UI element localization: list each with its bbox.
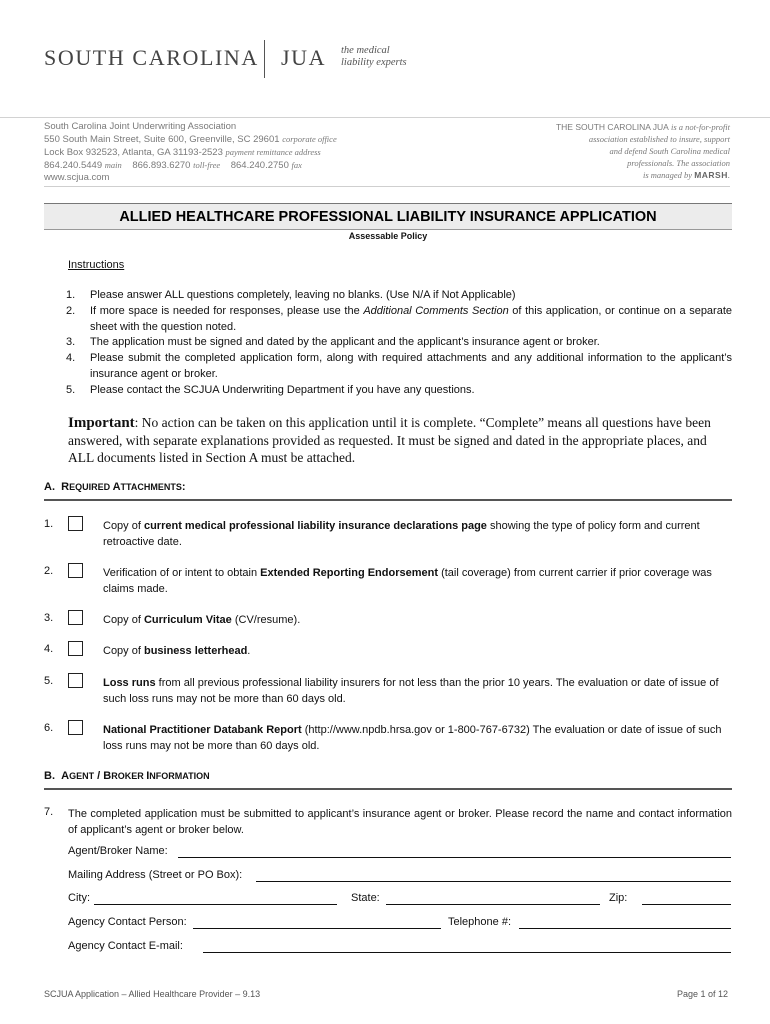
- question-text: The completed application must be submitted to applicant’s insurance agent or broker. Please record the name and contact information of applicant’s agent or broker below.: [68, 808, 732, 836]
- instructions-heading: Instructions: [68, 259, 125, 271]
- instructions-list: [66, 288, 732, 399]
- footer-doc-id: SCJUA Application – Allied Healthcare Provider – 9.13: [44, 989, 261, 999]
- list-item: 3. The application must be signed and dated by the applicant and the applicant’s insurance agent or broker.: [66, 336, 600, 349]
- telephone-field[interactable]: [519, 915, 731, 929]
- attachment-checkbox-1[interactable]: [68, 516, 83, 531]
- important-notice: Important: No action can be taken on this application until it is complete. “Complete” means all questions have been answered, with separate explanations provided as requested. It must be signed and dated in the appropriate places, and ALL documents listed in Section A must be attached.: [68, 415, 711, 465]
- website-link[interactable]: www.scjua.com: [44, 172, 110, 183]
- attachment-item: Copy of current medical professional liability insurance declarations page showing the type of policy form and current retroactive date.: [103, 520, 700, 548]
- brand-tagline: the medical liability experts: [341, 45, 407, 68]
- attachment-checkbox-2[interactable]: [68, 563, 83, 578]
- zip-field[interactable]: [642, 891, 731, 905]
- contact-email-label: Agency Contact E-mail:: [68, 940, 183, 952]
- brand-short: JUA: [281, 45, 327, 70]
- telephone-label: Telephone #:: [448, 916, 511, 928]
- attachment-checkbox-6[interactable]: [68, 720, 83, 735]
- org-name: South Carolina Joint Underwriting Association: [44, 121, 237, 132]
- agent-name-label: Agent/Broker Name:: [68, 845, 168, 857]
- contact-email-field[interactable]: [203, 939, 731, 953]
- state-label: State:: [351, 892, 380, 904]
- section-a-heading: A. REQUIRED ATTACHMENTS:: [44, 481, 732, 501]
- section-b-heading: B. AGENT / BROKER INFORMATION: [44, 770, 732, 790]
- list-item: 1. Please answer ALL questions completely, leaving no blanks. (Use N/A if Not Applicable): [66, 289, 516, 301]
- contact-person-label: Agency Contact Person:: [68, 916, 187, 928]
- letterhead: [0, 0, 770, 118]
- mailing-address-field[interactable]: [256, 868, 731, 882]
- state-field[interactable]: [386, 891, 600, 905]
- attachment-checkbox-3[interactable]: [68, 610, 83, 625]
- list-item: 5. Please contact the SCJUA Underwriting Department if you have any questions.: [66, 383, 475, 396]
- address-block: South Carolina Joint Underwriting Association 550 South Main Street, Suite 600, Greenville, SC 29601 corporate office Lock Box 932523, Atlanta, GA 31193-2523 payment remittance address 864.240.5449 main 866.893.6270 toll-free 864.240.2750 fax www.scjua.com: [44, 121, 337, 183]
- list-item: 2. If more space is needed for responses, please use the Additional Comments Section of this application, or continue on a separate sheet with the question noted.: [66, 304, 733, 333]
- association-note: THE SOUTH CAROLINA JUA is a not-for-profit association established to insure, support and defend South Carolina medical professionals. The association is managed by MARSH.: [555, 122, 730, 180]
- zip-label: Zip:: [609, 892, 628, 904]
- attachment-checkbox-5[interactable]: [68, 673, 83, 688]
- marsh-logo: MARSH: [694, 170, 728, 180]
- contact-person-field[interactable]: [193, 915, 441, 929]
- attachment-checkbox-4[interactable]: [68, 641, 83, 656]
- question-number: 7.: [44, 806, 54, 818]
- mailing-address-label: Mailing Address (Street or PO Box):: [68, 869, 243, 881]
- attachment-item: Verification of or intent to obtain Extended Reporting Endorsement (tail coverage) from current carrier if prior coverage was claims made.: [103, 567, 712, 595]
- city-field[interactable]: [94, 891, 337, 905]
- city-label: City:: [68, 892, 90, 904]
- attachment-item: Copy of business letterhead.: [103, 645, 251, 657]
- footer-page-number: Page 1 of 12: [676, 989, 728, 999]
- attachment-item: Copy of Curriculum Vitae (CV/resume).: [103, 614, 301, 626]
- list-item: 4. Please submit the completed application form, along with required attachments and any additional information to the applicant’s insurance agent or broker.: [66, 352, 732, 380]
- header-separator: [44, 186, 730, 187]
- attachment-item: Loss runs from all previous professional liability insurers for not less than the prior 10 years. The evaluation or date of issue of such loss runs may not be more than 60 days old.: [103, 677, 719, 705]
- agent-name-field[interactable]: [178, 844, 731, 858]
- page-title: ALLIED HEALTHCARE PROFESSIONAL LIABILITY INSURANCE APPLICATION: [44, 203, 732, 230]
- page-subtitle: Assessable Policy: [348, 231, 428, 241]
- brand-name: SOUTH CAROLINA: [44, 45, 259, 70]
- attachment-item: National Practitioner Databank Report (http://www.npdb.hrsa.gov or 1-800-767-6732) The evaluation or date of issue of such loss runs may not be more than 60 days old.: [103, 724, 722, 752]
- brand-divider: [264, 40, 265, 78]
